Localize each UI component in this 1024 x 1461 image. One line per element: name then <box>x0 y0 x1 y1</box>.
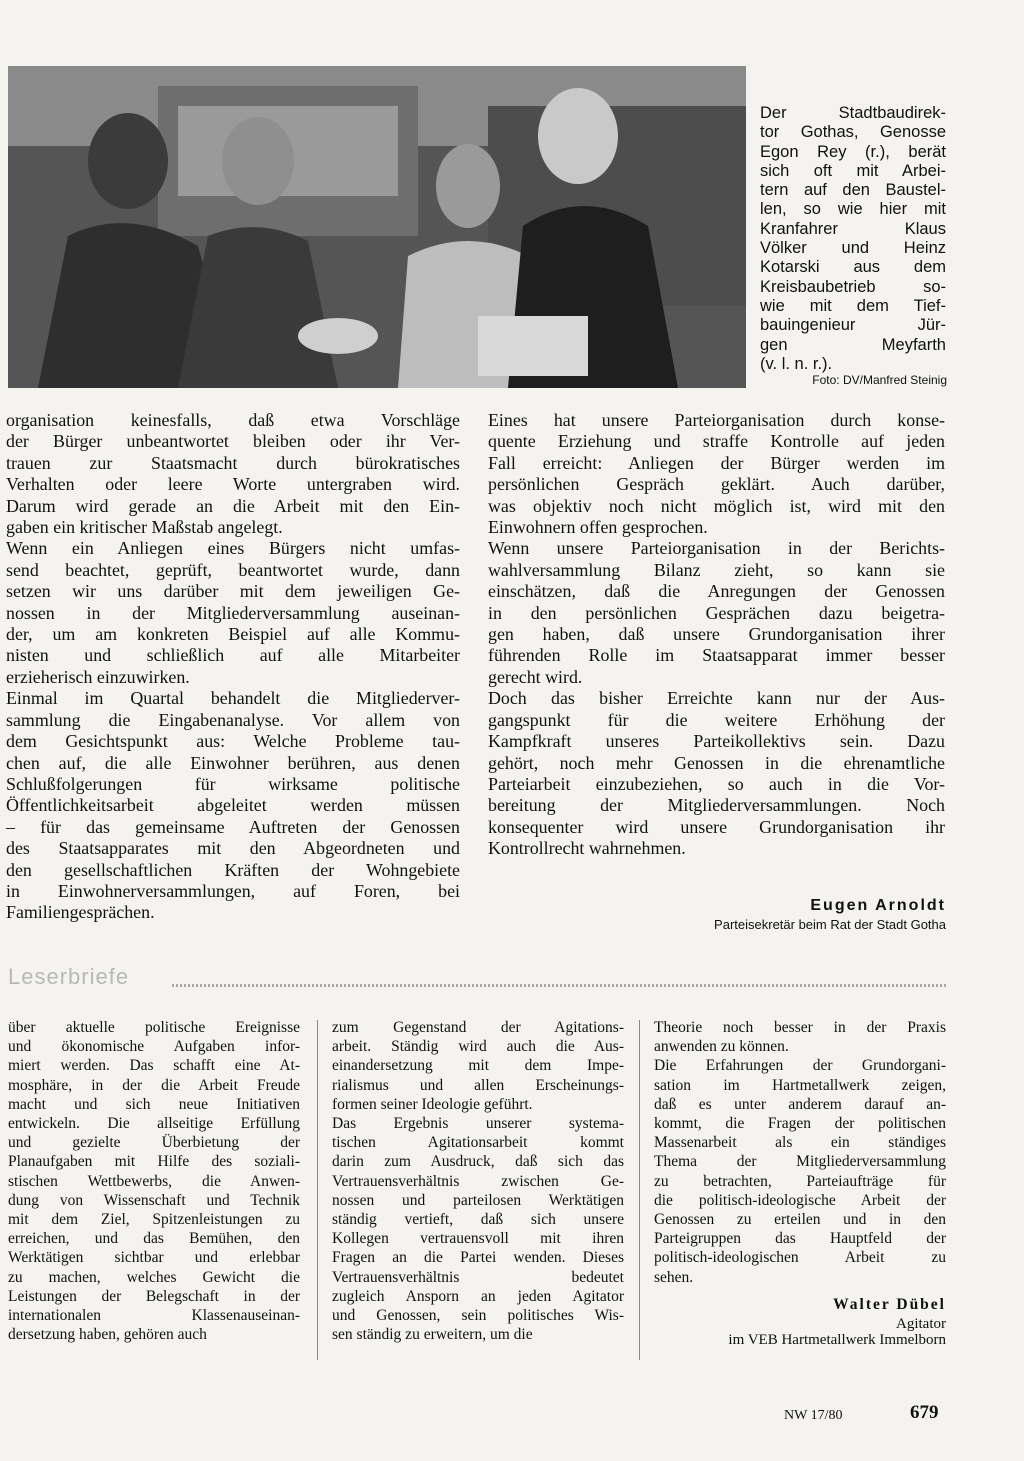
caption-line: len, so wie hier mit <box>760 200 946 219</box>
letter-author-role-line: Agitator <box>896 1316 946 1332</box>
text-line: setzen wir uns darüber mit dem jeweiligen Ge- <box>6 581 460 602</box>
caption-line: wie mit dem Tief- <box>760 296 946 315</box>
text-line: Fall erreicht: Anliegen der Bürger werden im <box>488 452 945 473</box>
letter-author-role-line: im VEB Hartmetallwerk Immelborn <box>728 1332 946 1348</box>
text-line: Wenn ein Anliegen eines Bürgers nicht umfas- <box>6 538 460 559</box>
text-line: Leistungen der Belegschaft in der <box>8 1287 300 1305</box>
text-line: chen auf, die alle Einwohner berühren, aus denen <box>6 752 460 773</box>
text-line: nisten und schließlich auf alle Mitarbeiter <box>6 645 460 666</box>
text-line: Genossen zu erteilen und in den <box>654 1211 946 1229</box>
text-line: die politisch-ideologische Arbeit der <box>654 1191 946 1209</box>
text-line: gaben ein kritischer Maßstab angelegt. <box>6 517 283 538</box>
text-line: Öffentlichkeitsarbeit abgeleitet werden müssen <box>6 795 460 816</box>
article-author-role: Parteisekretär beim Rat der Stadt Gotha <box>714 917 946 932</box>
text-line: Kollegen vertrauensvoll mit ihren <box>332 1230 624 1248</box>
text-line: über aktuelle politische Ereignisse <box>8 1019 300 1036</box>
letter-author: Walter Dübel <box>833 1296 946 1313</box>
text-line: Kontrollrecht wahrnehmen. <box>488 838 686 859</box>
text-line: gangspunkt für die weitere Erhöhung der <box>488 709 945 730</box>
text-line: arbeit. Ständig wird auch die Aus- <box>332 1038 624 1056</box>
text-line: dung von Wissenschaft und Technik <box>8 1191 300 1209</box>
text-line: und gezielte Überbietung der <box>8 1134 300 1152</box>
letters-column-1 <box>8 1018 300 1344</box>
text-line: erzieherisch einzuwirken. <box>6 666 190 687</box>
journal-issue: NW 17/80 <box>784 1408 843 1423</box>
text-line: persönlichen Gespräch geklärt. Auch darüber, <box>488 474 945 495</box>
text-line: – für das gemeinsame Auftreten der Genossen <box>6 816 460 837</box>
text-line: Die Erfahrungen der Grundorgani- <box>654 1057 946 1075</box>
section-title: Leserbriefe <box>8 964 130 989</box>
text-line: gen haben, daß unsere Grundorganisation ihrer <box>488 624 945 645</box>
text-line: darin zum Ausdruck, daß sich das <box>332 1153 624 1171</box>
text-line: sation im Hartmetallwerk zeigen, <box>654 1076 946 1094</box>
text-line: Parteiarbeit einzubeziehen, so auch in die Vor- <box>488 773 945 794</box>
photo-caption <box>760 104 946 374</box>
text-line: Vertrauensverhältnis zwischen Ge- <box>332 1172 624 1190</box>
text-line: zu machen, welches Gewicht die <box>8 1268 300 1286</box>
caption-line: Kotarski aus dem <box>760 258 946 277</box>
text-line: Massenarbeit als ein ständiges <box>654 1134 946 1152</box>
text-line: ständig vertieft, daß sich unsere <box>332 1211 624 1229</box>
text-line: führenden Rolle im Staatsapparat immer besser <box>488 645 945 666</box>
caption-line: Völker und Heinz <box>760 239 946 258</box>
photo-illustration <box>8 66 746 388</box>
text-line: sammlung die Eingabenanalyse. Vor allem von <box>6 709 460 730</box>
text-line: mit dem Ziel, Spitzenleistungen zu <box>8 1211 300 1229</box>
article-column-1 <box>6 410 460 924</box>
text-line: stischen Wettbewerbs, die Anwen- <box>8 1172 300 1190</box>
text-line: gehört, noch mehr Genossen in die ehrenamtliche <box>488 752 945 773</box>
text-line: des Staatsapparates mit den Abgeordneten und <box>6 838 460 859</box>
letters-column-3 <box>654 1018 946 1287</box>
text-line: internationalen Klassenauseinan- <box>8 1307 300 1325</box>
text-line: daß es unter anderem darauf an- <box>654 1095 946 1113</box>
caption-line: bauingenieur Jür- <box>760 316 946 335</box>
text-line: Das Ergebnis unserer systema- <box>332 1115 624 1133</box>
text-line: einandersetzung mit dem Impe- <box>332 1057 624 1075</box>
text-line: macht und sich neue Initiativen <box>8 1095 300 1113</box>
text-line: gerecht wird. <box>488 666 583 687</box>
text-line: miert werden. Das schafft eine At- <box>8 1057 300 1075</box>
text-line: zum Gegenstand der Agitations- <box>332 1019 624 1036</box>
text-line: dersetzung haben, gehören auch <box>8 1326 207 1344</box>
article-column-2 <box>488 410 945 860</box>
text-line: send beachtet, geprüft, beantwortet wurde, dann <box>6 559 460 580</box>
text-line: nossen und parteilosen Werktätigen <box>332 1191 624 1209</box>
text-line: den gesellschaftlichen Kräften der Wohngebiete <box>6 859 460 880</box>
text-line: Vertrauensverhältnis bedeutet <box>332 1268 624 1286</box>
text-line: der Bürger unbeantwortet bleiben oder ihr Ver- <box>6 431 460 452</box>
news-photo <box>8 66 746 388</box>
text-line: quente Erziehung und straffe Kontrolle auf jeden <box>488 431 945 452</box>
text-line: bereitung der Mitgliederversammlungen. Noch <box>488 795 945 816</box>
text-line: entwickeln. Die allseitige Erfüllung <box>8 1115 300 1133</box>
text-line: mosphäre, in der die Arbeit Freude <box>8 1076 300 1094</box>
letter-author-role <box>620 1316 946 1348</box>
text-line: dem Gesichtspunkt aus: Welche Probleme tau- <box>6 731 460 752</box>
article-author: Eugen Arnoldt <box>810 897 946 914</box>
text-line: sen ständig zu erweitern, um die <box>332 1326 533 1344</box>
text-line: kommt, die Fragen der politischen <box>654 1115 946 1133</box>
text-line: anwenden zu können. <box>654 1038 789 1056</box>
text-line: zu betrachten, Parteiaufträge für <box>654 1172 946 1190</box>
caption-line: Kranfahrer Klaus <box>760 219 946 238</box>
text-line: Fragen an die Partei wenden. Dieses <box>332 1249 624 1267</box>
text-line: organisation keinesfalls, daß etwa Vorschläge <box>6 410 460 430</box>
caption-line: Kreisbaubetrieb so- <box>760 277 946 296</box>
text-line: Verhalten oder leere Worte untergraben wird. <box>6 474 460 495</box>
caption-line: tor Gothas, Genosse <box>760 123 946 142</box>
text-line: konsequenter wird unsere Grundorganisation ihr <box>488 816 945 837</box>
text-line: Thema der Mitgliederversammlung <box>654 1153 946 1171</box>
text-line: und ökonomische Aufgaben infor- <box>8 1038 300 1056</box>
text-line: politisch-ideologischen Arbeit zu <box>654 1249 946 1267</box>
caption-line: sich oft mit Arbei- <box>760 161 946 180</box>
text-line: was objektiv noch nicht möglich ist, wird mit den <box>488 495 945 516</box>
text-line: Familiengesprächen. <box>6 902 155 923</box>
text-line: Planaufgaben mit Hilfe des soziali- <box>8 1153 300 1171</box>
text-line: zugleich Ansporn an jeden Agitator <box>332 1287 624 1305</box>
text-line: Werktätigen sichtbar und erlebbar <box>8 1249 300 1267</box>
text-line: Wenn unsere Parteiorganisation in der Berichts- <box>488 538 945 559</box>
text-line: und Genossen, sein politisches Wis- <box>332 1307 624 1325</box>
text-line: sehen. <box>654 1268 694 1286</box>
text-line: nossen in der Mitgliederversammlung auseinan- <box>6 602 460 623</box>
text-line: Darum wird gerade an die Arbeit mit den Ein- <box>6 495 460 516</box>
text-line: in Einwohnerversammlungen, auf Foren, bei <box>6 880 460 901</box>
text-line: Kampfkraft unseres Parteikollektivs sein. Dazu <box>488 731 945 752</box>
text-line: tischen Agitationsarbeit kommt <box>332 1134 624 1152</box>
text-line: trauen zur Staatsmacht durch bürokratisches <box>6 452 460 473</box>
text-line: Einmal im Quartal behandelt die Mitgliederver- <box>6 688 460 709</box>
text-line: Parteigruppen das Hauptfeld der <box>654 1230 946 1248</box>
caption-line: Der Stadtbaudirek- <box>760 104 946 122</box>
photo-credit: Foto: DV/Manfred Steinig <box>812 373 947 387</box>
column-divider <box>317 1020 318 1360</box>
text-line: der, um am konkreten Beispiel auf alle Kommu- <box>6 624 460 645</box>
text-line: Eines hat unsere Parteiorganisation durch konse- <box>488 410 945 430</box>
text-line: erreichen, und das Bemühen, den <box>8 1230 300 1248</box>
caption-line: (v. l. n. r.). <box>760 354 833 373</box>
letters-column-2 <box>332 1018 624 1344</box>
text-line: Theorie noch besser in der Praxis <box>654 1019 946 1036</box>
caption-line: gen Meyfarth <box>760 335 946 354</box>
text-line: wahlversammlung Bilanz zieht, so kann sie <box>488 559 945 580</box>
text-line: rialismus und allen Erscheinungs- <box>332 1076 624 1094</box>
column-divider <box>639 1020 640 1360</box>
text-line: Einwohnern offen gesprochen. <box>488 517 708 538</box>
caption-line: tern auf den Baustel- <box>760 181 946 200</box>
text-line: Doch das bisher Erreichte kann nur der Aus- <box>488 688 945 709</box>
text-line: einschätzen, daß die Anregungen der Genossen <box>488 581 945 602</box>
page-number: 679 <box>910 1402 939 1423</box>
caption-line: Egon Rey (r.), berät <box>760 142 946 161</box>
text-line: formen seiner Ideologie geführt. <box>332 1095 533 1113</box>
text-line: Schlußfolgerungen für wirksame politische <box>6 773 460 794</box>
text-line: in den persönlichen Gesprächen dazu beigetra- <box>488 602 945 623</box>
section-divider <box>172 984 946 987</box>
